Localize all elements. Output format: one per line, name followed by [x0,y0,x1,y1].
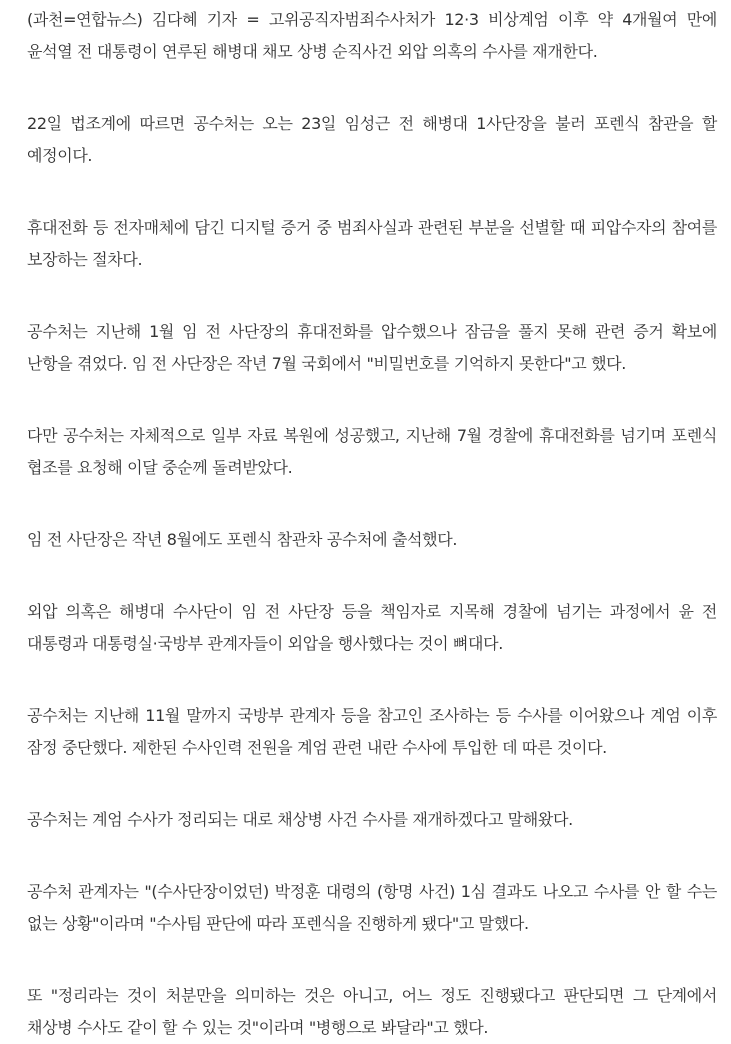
article-paragraph: 다만 공수처는 자체적으로 일부 자료 복원에 성공했고, 지난해 7월 경찰에 휴대전화를 넘기며 포렌식 협조를 요청해 이달 중순께 돌려받았다. [27,426,717,477]
article-paragraph: 임 전 사단장은 작년 8월에도 포렌식 참관차 공수처에 출석했다. [27,530,458,549]
article-paragraph: 공수처 관계자는 "(수사단장이었던) 박정훈 대령의 (항명 사건) 1심 결과도 나오고 수사를 안 할 수는 없는 상황"이라며 "수사팀 판단에 따라 포렌식을 진행하게 됐다"고 말했다. [27,882,717,933]
article-paragraph: 외압 의혹은 해병대 수사단이 임 전 사단장 등을 책임자로 지목해 경찰에 넘기는 과정에서 윤 전 대통령과 대통령실·국방부 관계자들이 외압을 행사했다는 것이 뼈대다. [27,602,717,653]
article-paragraph: 공수처는 계엄 수사가 정리되는 대로 채상병 사건 수사를 재개하겠다고 말해왔다. [27,810,573,829]
article-paragraph: 또 "정리라는 것이 처분만을 의미하는 것은 아니고, 어느 정도 진행됐다고 판단되면 그 단계에서 채상병 수사도 같이 할 수 있는 것"이라며 "병행으로 봐달라"고 했다. [27,986,717,1037]
article-paragraph: 22일 법조계에 따르면 공수처는 오는 23일 임성근 전 해병대 1사단장을 불러 포렌식 참관을 할 예정이다. [27,114,717,165]
article-paragraph: (과천=연합뉴스) 김다혜 기자 = 고위공직자범죄수사처가 12·3 비상계엄 이후 약 4개월여 만에 윤석열 전 대통령이 연루된 해병대 채모 상병 순직사건 외압 의혹의 수사를 재개한다. [27,10,717,61]
article-paragraph: 공수처는 지난해 11월 말까지 국방부 관계자 등을 참고인 조사하는 등 수사를 이어왔으나 계엄 이후 잠정 중단했다. 제한된 수사인력 전원을 계엄 관련 내란 수사에 투입한 데 따른 것이다. [27,706,717,757]
article-paragraph: 휴대전화 등 전자매체에 담긴 디지털 증거 중 범죄사실과 관련된 부분을 선별할 때 피압수자의 참여를 보장하는 절차다. [27,218,717,269]
article-paragraph: 공수처는 지난해 1월 임 전 사단장의 휴대전화를 압수했으나 잠금을 풀지 못해 관련 증거 확보에 난항을 겪었다. 임 전 사단장은 작년 7월 국회에서 "비밀번호를 기억하지 못한다"고 했다. [27,322,717,373]
